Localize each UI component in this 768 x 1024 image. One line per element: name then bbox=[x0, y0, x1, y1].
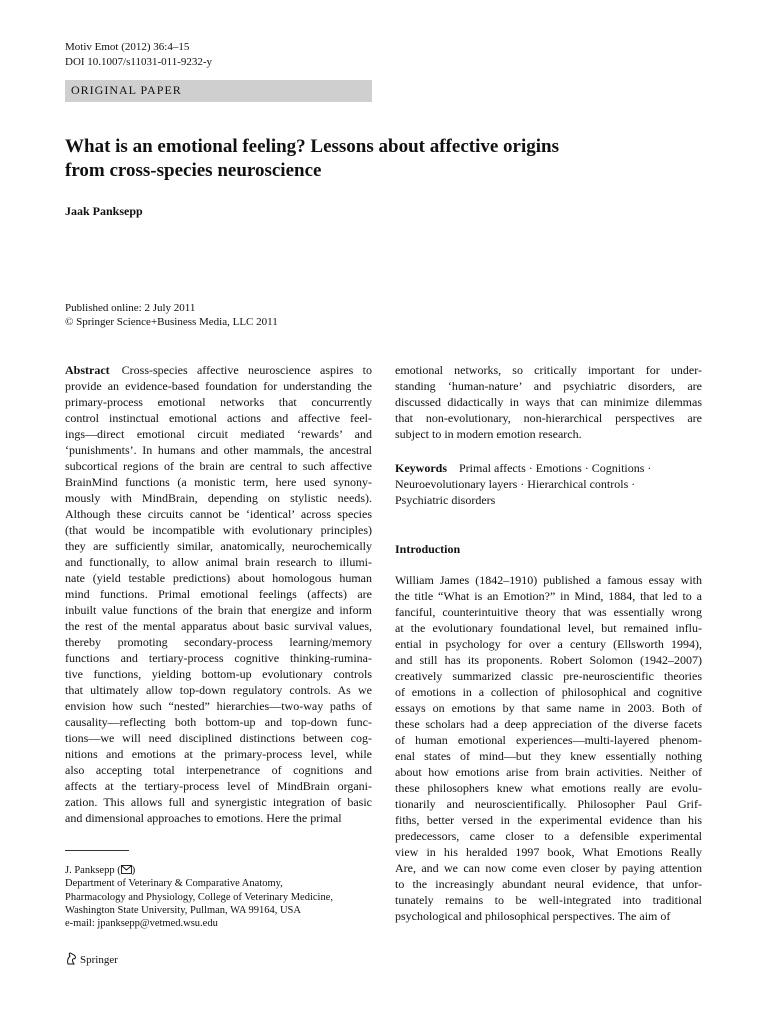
abstract-line: envision how such “nested” hierarchies—two-way paths of bbox=[65, 699, 372, 713]
abstract-line: provide an evidence-based foundation for understanding the bbox=[65, 379, 372, 393]
introduction-line: view in his heralded 1997 book, What Emotions Really bbox=[395, 845, 702, 859]
abstract-line: affects at the tertiary-process level of MindBrain organi- bbox=[65, 779, 372, 793]
abstract-line: inbuilt value functions of the brain that energize and inform bbox=[65, 603, 372, 617]
abstract-line: and dimensional approaches to emotions. Here the primal bbox=[65, 811, 342, 825]
abstract-line: control instinctual emotional actions and affective feel- bbox=[65, 411, 372, 425]
publisher-name: Springer bbox=[80, 954, 118, 966]
introduction-line: creatively summarized classic pre-neuroscientific theories bbox=[395, 669, 702, 683]
introduction-body bbox=[395, 572, 702, 924]
abstract-line: also accepting total interpenetrance of cognitions and bbox=[65, 763, 372, 777]
keywords-text: Primal affects · Emotions · Cognitions · bbox=[447, 461, 652, 475]
introduction-line: these philosophers knew what emotions really are evolu- bbox=[395, 781, 702, 795]
abstract-line: causality—reflecting both bottom-up and top-down func- bbox=[65, 715, 372, 729]
abstract-line: nitions and emotions at the primary-process level, while bbox=[65, 747, 372, 761]
author-affiliation bbox=[65, 864, 333, 930]
abstract-line: and functionally, to allow animal brain research to illumi- bbox=[65, 555, 372, 569]
introduction-line: about how emotions arise from brain activities. Neither of bbox=[395, 765, 702, 779]
keyword-line: Neuroevolutionary layers · Hierarchical controls · bbox=[395, 477, 636, 491]
abstract-line: mously with MindBrain, depending on stylistic needs). bbox=[65, 491, 372, 505]
abstract-line: that ultimately allow top-down regulatory controls. As we bbox=[65, 683, 372, 697]
introduction-line: and still has its proponents. Robert Solomon (1942–2007) bbox=[395, 653, 702, 667]
introduction-line: William James (1842–1910) published a famous essay with bbox=[395, 573, 702, 587]
abstract-line: discussed didactically in ways that can minimize dilemmas bbox=[395, 395, 702, 409]
abstract-line: primary-process emotional networks that concurrently bbox=[65, 395, 372, 409]
introduction-line: ential in psychology for over a century (Ellsworth 1994), bbox=[395, 637, 702, 651]
article-type-label: ORIGINAL PAPER bbox=[71, 83, 182, 97]
abstract-line: they are sufficiently similar, anatomically, neurochemically bbox=[65, 539, 372, 553]
abstract-line: ings—direct emotional circuit mediated ‘rewards’ and bbox=[65, 427, 372, 441]
abstract-line: emotional networks, so critically important for under- bbox=[395, 363, 702, 377]
abstract-line: subject to in modern emotion research. bbox=[395, 427, 582, 441]
title-line-2: from cross-species neuroscience bbox=[65, 160, 322, 181]
introduction-line: the title “What is an Emotion?” in Mind, 1884, that led to a bbox=[395, 589, 702, 603]
introduction-line: of human emotional experiences—multi-layered phenom- bbox=[395, 733, 702, 747]
abstract-line: that non-evolutionary, non-hierarchical perspectives are bbox=[395, 411, 702, 425]
abstract-line: tions—we will need disciplined distinctions between cog- bbox=[65, 731, 372, 745]
abstract-line: mind functions. Primal emotional feelings (affects) are bbox=[65, 587, 372, 601]
abstract-label: Abstract bbox=[65, 363, 110, 377]
introduction-line: these scholars had a deep appreciation of the diverse facets bbox=[395, 717, 702, 731]
published-online: Published online: 2 July 2011 bbox=[65, 302, 196, 314]
abstract-line: zation. This allows full and synergistic integration of basic bbox=[65, 795, 372, 809]
affiliation-name-close: ) bbox=[131, 865, 136, 876]
abstract-line: thereby promoting secondary-process learning/memory bbox=[65, 635, 372, 649]
affiliation-line: Washington State University, Pullman, WA 99164, USA bbox=[65, 904, 301, 916]
abstract-first-line bbox=[65, 362, 372, 378]
publisher-footer bbox=[65, 952, 118, 966]
keywords-first-line bbox=[395, 460, 702, 476]
introduction-line: at the evolutionary foundational level, but remained influ- bbox=[395, 621, 702, 635]
envelope-icon bbox=[121, 865, 132, 874]
abstract-line: Although these circuits cannot be ‘identical’ across species bbox=[65, 507, 372, 521]
introduction-line: tunately remains to be well-integrated into traditional bbox=[395, 893, 702, 907]
keyword-line: Psychiatric disorders bbox=[395, 493, 496, 507]
abstract-line: the rest of the mental apparatus about basic survival values, bbox=[65, 619, 372, 633]
footnote-rule bbox=[65, 850, 129, 851]
abstract-line: subcortical regions of the brain are central to such affective bbox=[65, 459, 372, 473]
introduction-line: of emotions in a collection of philosophical and cognitive bbox=[395, 685, 702, 699]
introduction-line: psychological and philosophical perspectives. The aim of bbox=[395, 909, 671, 923]
abstract-line: (that would be incompatible with evolutionary principles) bbox=[65, 523, 372, 537]
corresponding-author bbox=[65, 864, 333, 877]
introduction-line: tionarily and neuroscientifically. Philosopher Paul Grif- bbox=[395, 797, 702, 811]
introduction-line: Are, and we can now come even closer by paying attention bbox=[395, 861, 702, 875]
journal-citation: Motiv Emot (2012) 36:4–15 bbox=[65, 41, 190, 53]
paper-title bbox=[65, 135, 705, 183]
journal-header bbox=[65, 40, 212, 70]
introduction-line: enal states of mind—but they knew essentially nothing bbox=[395, 749, 702, 763]
abstract-line: ‘punishments’. In humans and other mammals, the ancestral bbox=[65, 443, 372, 457]
abstract-line: functions and tertiary-process cognitive thinking-rumina- bbox=[65, 651, 372, 665]
springer-horse-icon bbox=[65, 952, 77, 965]
abstract-continued bbox=[395, 362, 702, 442]
affiliation-line: Department of Veterinary & Comparative Anatomy, bbox=[65, 878, 283, 890]
introduction-line: essays on emotions by that same name in 2003. Both of bbox=[395, 701, 702, 715]
abstract-line: nate (yield testable predictions) about homologous human bbox=[65, 571, 372, 585]
keywords-label: Keywords bbox=[395, 461, 447, 475]
doi: DOI 10.1007/s11031-011-9232-y bbox=[65, 56, 213, 68]
author-name: Jaak Panksepp bbox=[65, 204, 143, 218]
article-type-banner bbox=[65, 80, 372, 102]
keywords-section bbox=[395, 460, 702, 508]
introduction-heading: Introduction bbox=[395, 542, 461, 556]
affiliation-line: Pharmacology and Physiology, College of Veterinary Medicine, bbox=[65, 891, 333, 903]
title-line-1: What is an emotional feeling? Lessons about affective origins bbox=[65, 136, 559, 157]
abstract-line: BrainMind functions (a monistic term, here used synony- bbox=[65, 475, 372, 489]
introduction-line: predecessors, came closer to a defensible experimental bbox=[395, 829, 702, 843]
introduction-line: to the increasingly abundant neural evidence, that unfor- bbox=[395, 877, 702, 891]
abstract-line: tive functions, yielding bottom-up evolutionary controls bbox=[65, 667, 372, 681]
copyright: © Springer Science+Business Media, LLC 2011 bbox=[65, 316, 278, 328]
abstract-line: standing ‘human-nature’ and psychiatric disorders, are bbox=[395, 379, 702, 393]
introduction-line: fanciful, counterintuitive theory that was essentially wrong bbox=[395, 605, 702, 619]
publication-info bbox=[65, 301, 278, 329]
abstract-section bbox=[65, 362, 372, 826]
abstract-text: Cross-species affective neuroscience aspires to bbox=[109, 363, 372, 377]
introduction-line: fiths, better versed in the experimental evidence than his bbox=[395, 813, 702, 827]
affiliation-name: J. Panksepp ( bbox=[65, 865, 121, 876]
affiliation-line: e-mail: jpanksepp@vetmed.wsu.edu bbox=[65, 918, 218, 930]
